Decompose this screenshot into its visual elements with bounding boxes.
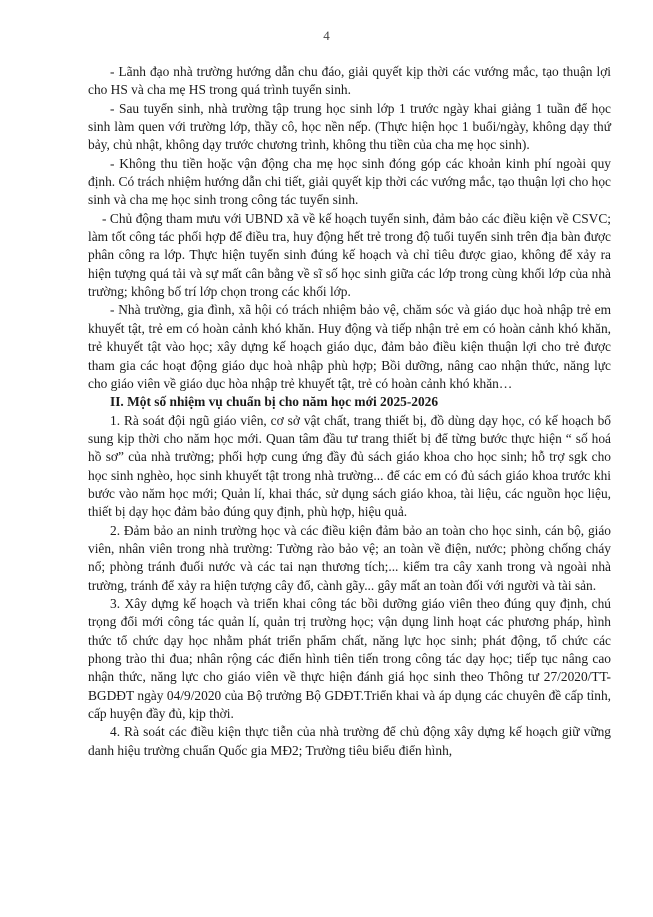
paragraph-no-fees: - Không thu tiền hoặc vận động cha mẹ học sinh đóng góp các khoản kinh phí ngoài quy định. Có trách nhiệm hướng dẫn chi tiết, giải quyết kịp thời các vướng mắc, tạo thuận lợi cho học sinh và cha mẹ học sinh trong công tác tuyển sinh. xyxy=(88,155,611,208)
paragraph-task-2: 2. Đảm bảo an ninh trường học và các điều kiện đảm bảo an toàn cho học sinh, cán bộ, giáo viên, nhân viên trong nhà trường: Tường rào bảo vệ; an toàn về điện, nước; phòng chống cháy nổ; phòng tránh đuối nước và các tai nạn thương tích;... kiểm tra cây xanh trong và ngoài nhà trường, tránh để xảy ra hiện tượng cây đổ, cành gãy... gây mất an toàn đối với người và tài sản. xyxy=(88,522,611,593)
document-body xyxy=(88,63,611,760)
paragraph-post-enrollment: - Sau tuyển sinh, nhà trường tập trung học sinh lớp 1 trước ngày khai giảng 1 tuần để học sinh làm quen với trường lớp, thầy cô, học nền nếp. (Thực hiện học 1 buổi/ngày, không dạy thứ bảy, chủ nhật, không dạy trước chương trình, không thu tiền của cha mẹ học sinh). xyxy=(88,100,611,153)
paragraph-task-4: 4. Rà soát các điều kiện thực tiễn của nhà trường để chủ động xây dựng kế hoạch giữ vững danh hiệu trường chuẩn Quốc gia MĐ2; Trường tiêu biểu điển hình, xyxy=(88,724,611,758)
paragraph-inclusive-education: - Nhà trường, gia đình, xã hội có trách nhiệm bảo vệ, chăm sóc và giáo dục hoà nhập trẻ em khuyết tật, trẻ em có hoàn cảnh khó khăn. Huy động và tiếp nhận trẻ em có hoàn cảnh khó khăn, trẻ khuyết tật vào học; xây dựng kế hoạch giáo dục, đảm bảo điều kiện thuận lợi cho trẻ được tham gia các hoạt động giáo dục hoà nhập phù hợp; Bồi dưỡng, nâng cao nhận thức, năng lực cho giáo viên về giáo dục hòa nhập trẻ khuyết tật, trẻ có hoàn cảnh khó khăn… xyxy=(88,302,611,391)
paragraph-advise-committee: - Chủ động tham mưu với UBND xã về kế hoạch tuyển sinh, đảm bảo các điều kiện về CSVC; làm tốt công tác phối hợp để điều tra, huy động hết trẻ trong độ tuổi tuyển sinh trên địa bàn được phân công ra lớp. Thực hiện tuyển sinh đúng kế hoạch và chỉ tiêu được giao, không để xảy ra hiện tượng quá tải và sự mất cân bằng về sĩ số học sinh giữa các lớp trong cùng khối lớp của nhà trường; không bố trí lớp chọn trong các khối lớp. xyxy=(88,210,611,300)
paragraph-task-3: 3. Xây dựng kế hoạch và triển khai công tác bồi dưỡng giáo viên theo đúng quy định, chú trọng đổi mới công tác quản lí, quản trị trường học; vận dụng linh hoạt các phương pháp, hình thức tổ chức dạy học nhằm phát triển phẩm chất, năng lực học sinh; phát động, tổ chức các phong trào thi đua; nhân rộng các điển hình tiên tiến trong công tác dạy học; tiếp tục nâng cao nhận thức, năng lực cho giáo viên về thực hiện đánh giá học sinh theo Thông tư 27/2020/TT-BGDĐT ngày 04/9/2020 của Bộ trưởng Bộ GDĐT.Triển khai và áp dụng các chuyên đề cấp tỉnh, cấp huyện đầy đủ, kịp thời. xyxy=(88,595,611,722)
paragraph-task-1: 1. Rà soát đội ngũ giáo viên, cơ sở vật chất, trang thiết bị, đồ dùng dạy học, có kế hoạch bổ sung kịp thời cho năm học mới. Quan tâm đầu tư trang thiết bị để từng bước thực hiện “ số hoá hồ sơ” của nhà trường; phối hợp cung ứng đầy đủ sách giáo khoa cho học sinh; hỗ trợ sgk cho học sinh nghèo, học sinh khuyết tật trong nhà trường... để các em có đủ sách giáo khoa trước khi bước vào năm học mới; Quản lí, khai thác, sử dụng sách giáo khoa, tài liệu, các nguồn học liệu, thiết bị dạy học đảm bảo đúng quy định, phù hợp, hiệu quả. xyxy=(88,412,611,520)
section-heading: II. Một số nhiệm vụ chuẩn bị cho năm học mới 2025-2026 xyxy=(110,394,439,410)
page-number: 4 xyxy=(323,28,330,43)
paragraph-guidance: - Lãnh đạo nhà trường hướng dẫn chu đáo, giải quyết kịp thời các vướng mắc, tạo thuận lợi cho HS và cha mẹ HS trong quá trình tuyển sinh. xyxy=(88,64,611,98)
